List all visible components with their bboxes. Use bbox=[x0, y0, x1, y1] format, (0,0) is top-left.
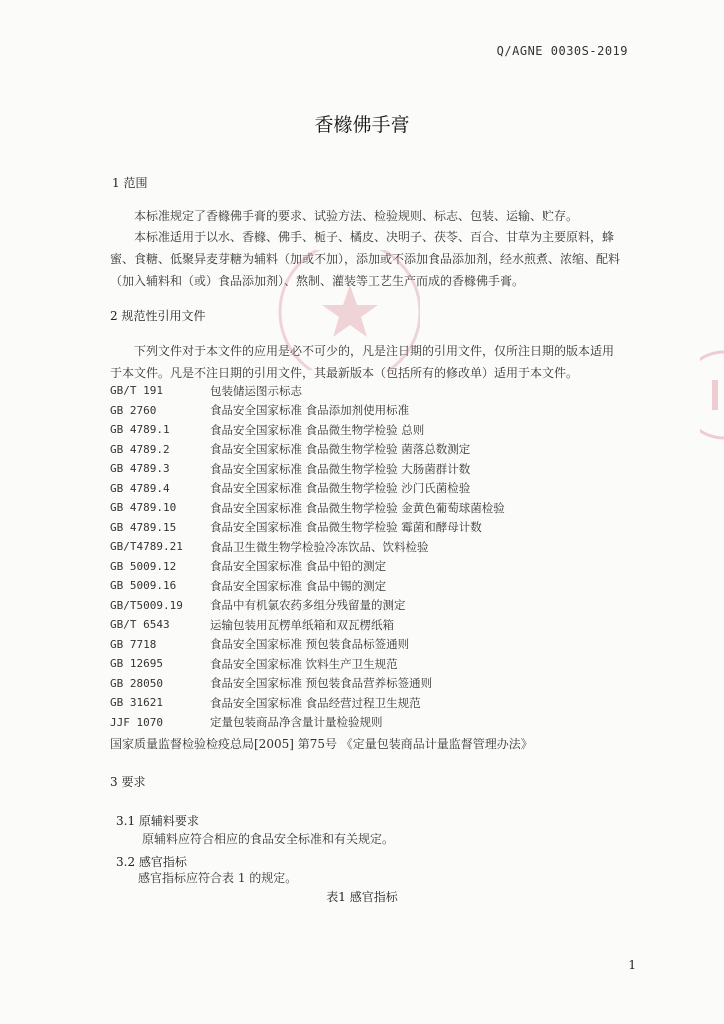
decree-reference: 国家质量监督检验检疫总局[2005] 第75号 《定量包装商品计量监督管理办法》 bbox=[110, 737, 533, 751]
reference-title: 食品安全国家标准 食品添加剂使用标准 bbox=[210, 403, 410, 418]
reference-title: 食品安全国家标准 饮料生产卫生规范 bbox=[210, 656, 398, 671]
document-title: 香橼佛手膏 bbox=[314, 114, 410, 136]
section-3-1-text: 原辅料应符合相应的食品安全标准和有关规定。 bbox=[142, 832, 395, 846]
company-seal-stamp bbox=[260, 250, 420, 370]
section-2-heading: 2 规范性引用文件 bbox=[110, 309, 206, 323]
reference-row bbox=[110, 674, 505, 694]
scope-paragraph-2: 本标准适用于以水、香橼、佛手、栀子、橘皮、决明子、茯苓、百合、甘草为主要原料，蜂蜜、食糖、低聚异麦芽糖为辅料（加或不加），添加或不添加食品添加剂，经水煎煮、浓缩、配料（加入辅料和（或）食品添加剂）、熬制、灌装等工艺生产而成的香橼佛手膏。 bbox=[110, 230, 621, 288]
reference-code: GB/T 6543 bbox=[110, 618, 170, 632]
reference-title: 运输包装用瓦楞单纸箱和双瓦楞纸箱 bbox=[210, 617, 394, 632]
reference-title: 食品安全国家标准 食品微生物学检验 金黄色葡萄球菌检验 bbox=[210, 500, 505, 515]
reference-title: 包装储运图示标志 bbox=[210, 383, 302, 398]
reference-row bbox=[110, 420, 505, 440]
reference-title: 食品安全国家标准 食品中锡的测定 bbox=[210, 578, 387, 593]
reference-code: GB/T5009.19 bbox=[110, 598, 183, 612]
section-3-2-heading: 3.2 感官指标 bbox=[116, 855, 187, 869]
reference-code: GB 12695 bbox=[110, 657, 163, 671]
reference-code: GB 4789.1 bbox=[110, 423, 170, 437]
reference-title: 食品卫生微生物学检验冷冻饮品、饮料检验 bbox=[210, 539, 429, 554]
reference-code: GB 7718 bbox=[110, 637, 157, 651]
scope-paragraph-1: 本标准规定了香橼佛手膏的要求、试验方法、检验规则、标志、包装、运输、贮存。 bbox=[134, 209, 579, 223]
reference-code: GB 4789.10 bbox=[110, 501, 177, 515]
reference-code: GB 4789.3 bbox=[110, 462, 170, 476]
reference-row bbox=[110, 576, 505, 596]
reference-row bbox=[110, 557, 505, 577]
references-intro: 下列文件对于本文件的应用是必不可少的，凡是注日期的引用文件，仅所注日期的版本适用于本文件。凡是不注日期的引用文件，其最新版本（包括所有的修改单）适用于本文件。 bbox=[110, 344, 615, 380]
reference-row bbox=[110, 615, 505, 635]
reference-row bbox=[110, 654, 505, 674]
reference-title: 食品中有机氯农药多组分残留量的测定 bbox=[210, 598, 406, 613]
section-3-2-text: 感官指标应符合表 1 的规定。 bbox=[138, 871, 298, 885]
reference-row bbox=[110, 459, 505, 479]
reference-code: GB 31621 bbox=[110, 696, 163, 710]
reference-row bbox=[110, 537, 505, 557]
reference-title: 食品安全国家标准 食品中铅的测定 bbox=[210, 559, 387, 574]
reference-row bbox=[110, 596, 505, 616]
reference-code: GB 2760 bbox=[110, 403, 157, 417]
edge-seal-stamp bbox=[700, 350, 724, 440]
reference-row bbox=[110, 479, 505, 499]
standard-number: Q/AGNE 0030S-2019 bbox=[496, 44, 628, 58]
reference-code: GB 4789.2 bbox=[110, 442, 170, 456]
reference-row bbox=[110, 381, 505, 401]
reference-row bbox=[110, 498, 505, 518]
section-3-1-heading: 3.1 原辅料要求 bbox=[116, 814, 199, 828]
section-3-heading: 3 要求 bbox=[110, 775, 146, 789]
reference-row bbox=[110, 635, 505, 655]
reference-code: GB 4789.4 bbox=[110, 481, 170, 495]
reference-code: GB 5009.16 bbox=[110, 579, 177, 593]
reference-code: GB/T 191 bbox=[110, 384, 163, 398]
reference-code: GB 5009.12 bbox=[110, 559, 177, 573]
table-caption: 表1 感官指标 bbox=[326, 890, 398, 904]
reference-code: GB 28050 bbox=[110, 676, 163, 690]
reference-code: GB/T4789.21 bbox=[110, 540, 183, 554]
reference-title: 食品安全国家标准 预包装食品标签通则 bbox=[210, 637, 410, 652]
reference-row bbox=[110, 440, 505, 460]
reference-title: 食品安全国家标准 食品微生物学检验 总则 bbox=[210, 422, 425, 437]
reference-title: 食品安全国家标准 预包装食品营养标签通则 bbox=[210, 676, 433, 691]
reference-title: 食品安全国家标准 食品微生物学检验 大肠菌群计数 bbox=[210, 461, 471, 476]
reference-title: 定量包装商品净含量计量检验规则 bbox=[210, 715, 383, 730]
reference-row bbox=[110, 401, 505, 421]
reference-title: 食品安全国家标准 食品微生物学检验 沙门氏菌检验 bbox=[210, 481, 471, 496]
reference-title: 食品安全国家标准 食品微生物学检验 菌落总数测定 bbox=[210, 442, 471, 457]
reference-row bbox=[110, 518, 505, 538]
reference-row bbox=[110, 693, 505, 713]
section-1-heading: 1 范围 bbox=[112, 176, 148, 190]
page-number: 1 bbox=[628, 958, 636, 972]
reference-row bbox=[110, 713, 505, 733]
reference-title: 食品安全国家标准 食品微生物学检验 霉菌和酵母计数 bbox=[210, 520, 482, 535]
reference-code: JJF 1070 bbox=[110, 715, 163, 729]
reference-list bbox=[110, 381, 505, 732]
reference-title: 食品安全国家标准 食品经营过程卫生规范 bbox=[210, 695, 421, 710]
reference-code: GB 4789.15 bbox=[110, 520, 177, 534]
